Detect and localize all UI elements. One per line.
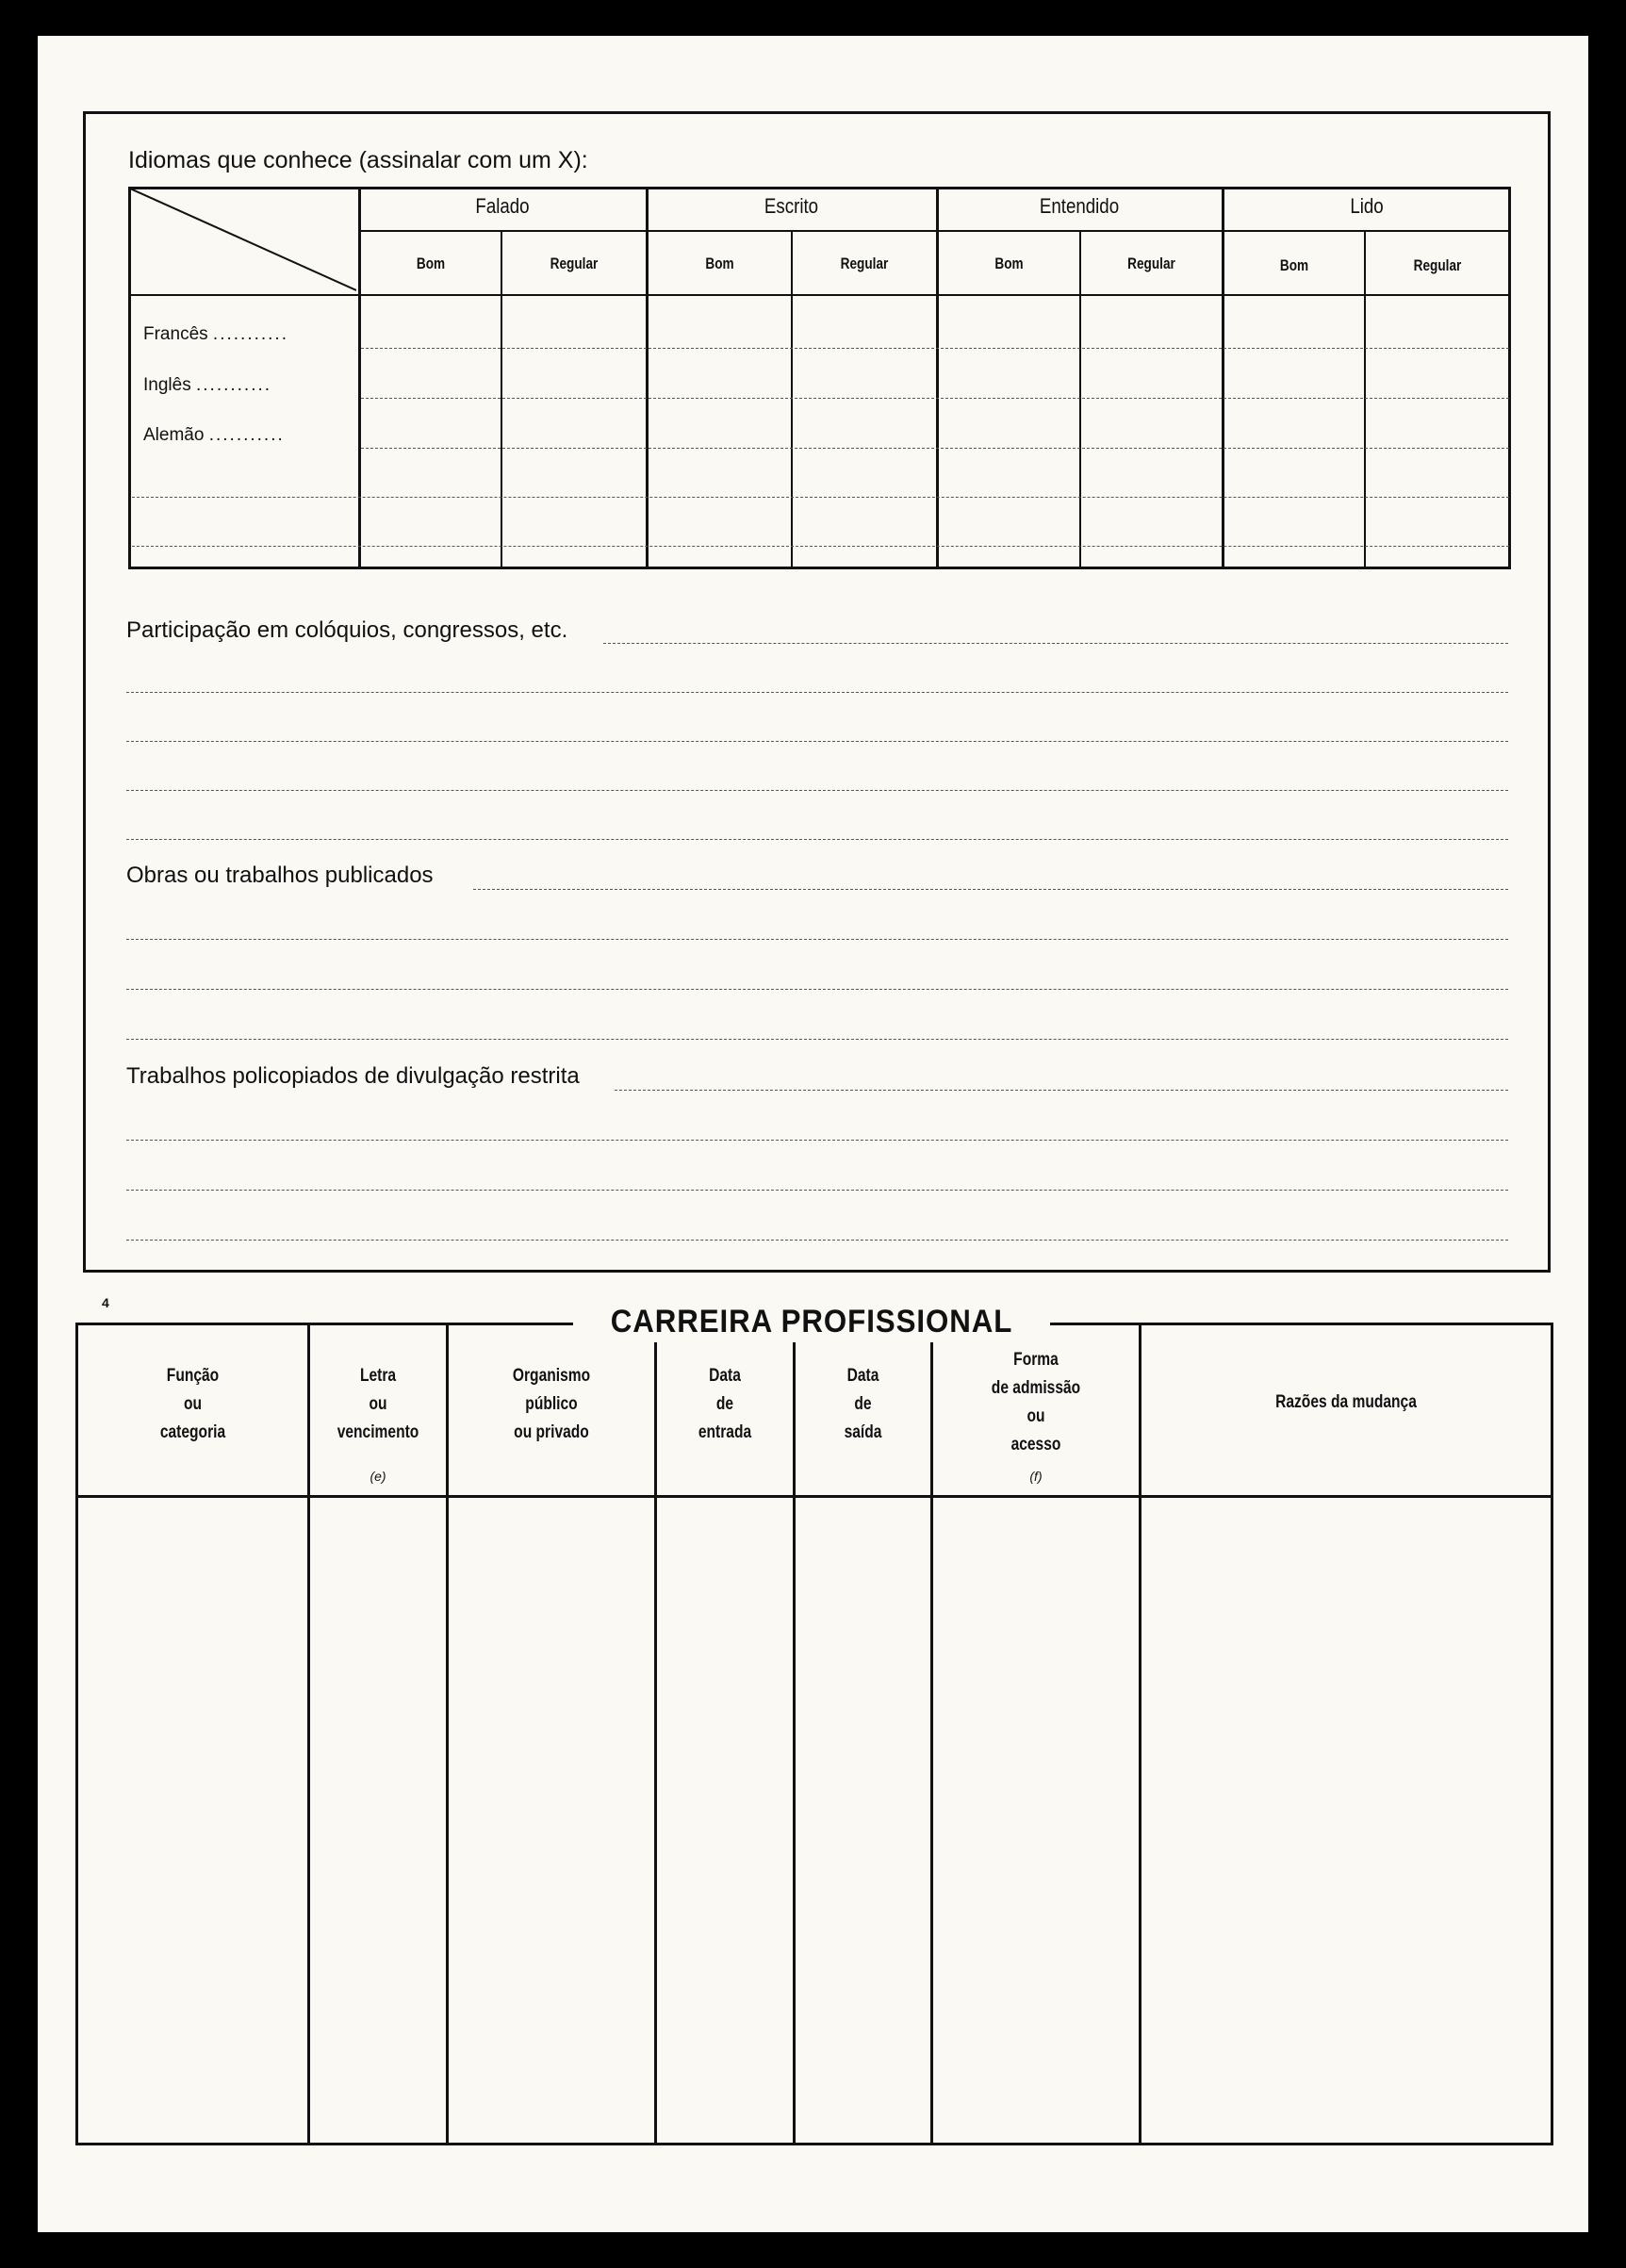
sub-col-divider: [501, 232, 502, 567]
career-col-divider: [307, 1323, 310, 2145]
leader-dots: ...........: [208, 425, 285, 445]
leader-dots: ...........: [195, 375, 272, 395]
participation-label: Participação em colóquios, congressos, etc.: [126, 617, 568, 643]
group-header-entendido: Entendido: [1039, 194, 1120, 218]
col-divider: [1222, 189, 1224, 567]
lang-name-alemao: Alemão: [143, 425, 205, 445]
lang-row-label: [143, 324, 288, 345]
participation-line[interactable]: [126, 790, 1508, 791]
career-col-organismo: Organismo público ou privado: [512, 1366, 591, 1442]
career-col-divider: [1139, 1323, 1141, 2145]
level-header-underline: [361, 294, 1511, 296]
career-col-divider: [930, 1342, 933, 2145]
level-bom: Bom: [994, 255, 1024, 272]
leader-dots: ...........: [212, 324, 288, 344]
level-bom: Bom: [705, 255, 734, 272]
lang-row-line: [361, 398, 1509, 399]
lang-name-frances: Francês: [143, 324, 208, 344]
col-divider: [358, 189, 361, 567]
sub-col-divider: [1364, 232, 1366, 567]
group-header-underline: [361, 230, 1511, 232]
career-col-divider: [793, 1342, 796, 2145]
mimeographed-line[interactable]: [126, 1190, 1508, 1191]
level-bom: Bom: [416, 255, 446, 272]
career-col-forma: Forma de admissão ou acesso: [991, 1350, 1081, 1454]
header-bottom-line-left: [130, 294, 358, 296]
lang-name-ingles: Inglês: [143, 375, 191, 395]
group-header-lido: Lido: [1350, 194, 1384, 218]
participation-line[interactable]: [603, 643, 1508, 644]
sub-col-divider: [1079, 232, 1081, 567]
diagonal-header-cell: [130, 189, 356, 292]
level-regular: Regular: [1413, 256, 1462, 274]
mimeographed-line[interactable]: [615, 1090, 1508, 1091]
col-divider: [646, 189, 649, 567]
publications-line[interactable]: [126, 939, 1508, 940]
page-number: 4: [102, 1295, 109, 1310]
career-col-data-entrada: Data de entrada: [698, 1366, 752, 1442]
career-col-letra-note: (e): [370, 1469, 386, 1484]
group-header-falado: Falado: [475, 194, 530, 218]
level-regular: Regular: [840, 255, 889, 272]
group-header-escrito: Escrito: [764, 194, 819, 218]
career-col-funcao: Função ou categoria: [159, 1366, 226, 1442]
career-col-data-saida: Data de saída: [844, 1366, 882, 1442]
lang-row-line: [132, 546, 1509, 547]
career-col-divider: [654, 1342, 657, 2145]
lang-row-line: [361, 448, 1509, 449]
level-bom: Bom: [1279, 256, 1309, 274]
career-col-razoes: Razões da mudança: [1275, 1392, 1417, 1412]
col-divider: [936, 189, 939, 567]
career-header-underline: [78, 1495, 1551, 1498]
career-top-line-right: [1050, 1323, 1553, 1325]
lang-row-label: [143, 425, 285, 446]
lang-row-line: [361, 348, 1509, 349]
mimeographed-line[interactable]: [126, 1140, 1508, 1141]
participation-line[interactable]: [126, 692, 1508, 693]
career-col-divider: [446, 1323, 449, 2145]
sub-col-divider: [791, 232, 793, 567]
career-col-letra: Letra ou vencimento: [337, 1366, 419, 1442]
career-col-forma-note: (f): [1029, 1469, 1043, 1484]
lang-row-label: [143, 375, 271, 396]
languages-title: Idiomas que conhece (assinalar com um X):: [128, 147, 588, 173]
mimeographed-line[interactable]: [126, 1240, 1508, 1241]
publications-line[interactable]: [126, 989, 1508, 990]
lang-row-line: [132, 497, 1509, 498]
participation-line[interactable]: [126, 741, 1508, 742]
level-regular: Regular: [550, 255, 599, 272]
career-title: CARREIRA PROFISSIONAL: [610, 1304, 1013, 1339]
level-regular: Regular: [1127, 255, 1175, 272]
mimeographed-label: Trabalhos policopiados de divulgação restrita: [126, 1063, 580, 1089]
publications-label: Obras ou trabalhos publicados: [126, 863, 434, 888]
career-top-line-left: [75, 1323, 573, 1325]
participation-line[interactable]: [126, 839, 1508, 840]
publications-line[interactable]: [126, 1039, 1508, 1040]
publications-line[interactable]: [473, 889, 1508, 890]
form-sheet: [38, 36, 1588, 2232]
